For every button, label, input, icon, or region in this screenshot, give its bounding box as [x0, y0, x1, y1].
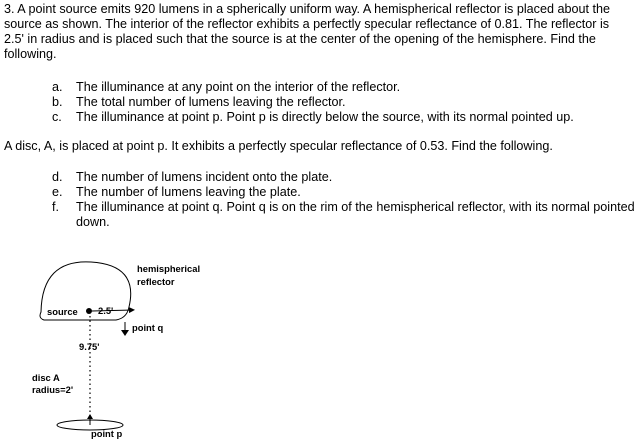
question-letter: c.	[52, 110, 62, 124]
point-p-arrowhead	[87, 414, 93, 419]
problem-intro: 3. A point source emits 920 lumens in a spherically uniform way. A hemispherical reflector is placed about the source as shown. The interior of the reflector exhibits a perfectly specular reflectance of 0.81. The reflector is 2.5' in radius and is placed such that the source is at the center of the opening of the hemisphere. Find the following.	[4, 2, 610, 61]
distance-label: 9.75'	[79, 341, 100, 352]
disc-paragraph: A disc, A, is placed at point p. It exhibits a perfectly specular reflectance of 0.53. Find the following.	[4, 139, 553, 153]
source-label: source	[47, 306, 78, 317]
point-q-arrowhead	[121, 330, 129, 336]
question-text: The number of lumens incident onto the plate.	[76, 170, 333, 184]
reflector-label-line2: reflector	[137, 276, 175, 287]
disc-label-line2: radius=2'	[32, 384, 74, 395]
question-text: The illuminance at point q. Point q is on the rim of the hemispherical reflector, with its normal pointed down.	[76, 200, 635, 229]
question-letter: a.	[52, 80, 63, 94]
question-letter: e.	[52, 185, 63, 199]
question-letter: f.	[52, 200, 59, 214]
source-point	[86, 308, 92, 314]
question-text: The illuminance at point p. Point p is directly below the source, with its normal pointed up.	[76, 110, 574, 124]
reflector-label-line1: hemispherical	[137, 263, 201, 274]
radius-label: 2.5'	[98, 305, 114, 316]
question-letter: b.	[52, 95, 63, 109]
question-letter: d.	[52, 170, 63, 184]
question-text: The illuminance at any point on the interior of the reflector.	[76, 80, 401, 94]
question-text: The total number of lumens leaving the reflector.	[76, 95, 346, 109]
point-p-label: point p	[91, 428, 123, 439]
point-q-label: point q	[132, 322, 164, 333]
disc-label-line1: disc A	[32, 372, 60, 383]
question-text: The number of lumens leaving the plate.	[76, 185, 301, 199]
